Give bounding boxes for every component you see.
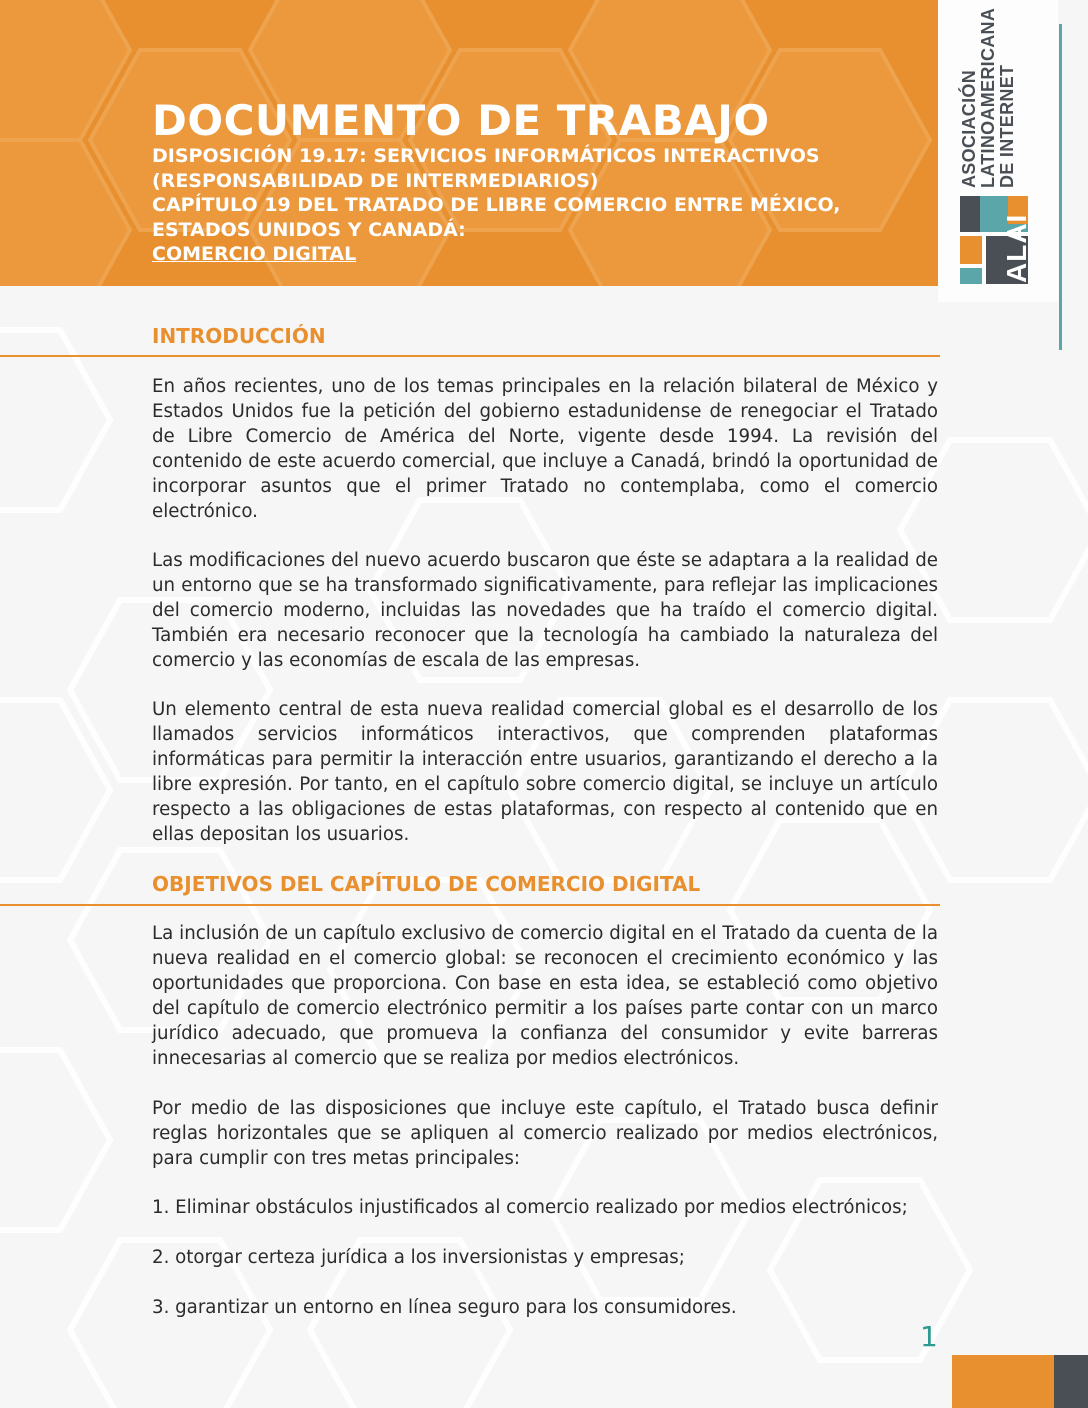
logo-square-gray-small	[960, 196, 980, 232]
list-item: 2. otorgar certeza jurídica a los inversionistas y empresas;	[152, 1247, 685, 1268]
document-title: DOCUMENTO DE TRABAJO	[152, 96, 770, 145]
list-item: 1. Eliminar obstáculos injustificados al comercio realizado por medios electrónicos;	[152, 1197, 908, 1218]
header-banner	[0, 0, 938, 286]
section-heading-objetivos: OBJETIVOS DEL CAPÍTULO DE COMERCIO DIGITAL	[152, 872, 701, 896]
logo-square-teal-small	[960, 268, 982, 284]
list-item: 3. garantizar un entorno en línea seguro para los consumidores.	[152, 1297, 737, 1318]
subtitle-line: DISPOSICIÓN 19.17: SERVICIOS INFORMÁTICOS INTERACTIVOS	[152, 145, 820, 167]
organization-name-line: LATINOAMERICANA	[978, 7, 998, 188]
logo-square-orange	[960, 236, 982, 264]
paragraph: Un elemento central de esta nueva realidad comercial global es el desarrollo de los llamados servicios informáticos interactivos, que comprenden plataformas informáticas para permitir la interacción entre usuarios, garantizando el derecho a la libre expresión. Por tanto, en el capítulo sobre comercio digital, se incluye un artículo respecto a las obligaciones de estas plataformas, con respecto al contenido que en ellas depositan los usuarios.	[152, 699, 938, 845]
accent-vertical-line	[1059, 24, 1062, 350]
logo-acronym: ALAI	[1001, 213, 1032, 283]
subtitle-line: CAPÍTULO 19 DEL TRATADO DE LIBRE COMERCIO ENTRE MÉXICO,	[152, 194, 841, 216]
subtitle-line: (RESPONSABILIDAD DE INTERMEDIARIOS)	[152, 169, 599, 192]
footer-orange-block	[952, 1355, 1054, 1408]
footer-gray-block	[1054, 1355, 1088, 1408]
section-divider	[0, 904, 940, 906]
organization-name-line: DE INTERNET	[997, 64, 1017, 188]
subtitle-line: ESTADOS UNIDOS Y CANADÁ:	[152, 218, 466, 241]
section-divider	[0, 355, 940, 357]
document-subtitle	[152, 144, 841, 267]
paragraph: Por medio de las disposiciones que incluye este capítulo, el Tratado busca definir reglas horizontales que se apliquen al comercio realizado por medios electrónicos, para cumplir con tres metas principales:	[152, 1098, 938, 1169]
paragraph: Las modificaciones del nuevo acuerdo buscaron que éste se adaptara a la realidad de un entorno que se ha transformado significativamente, para reflejar las implicaciones del comercio moderno, incluidas las novedades que ha traído el comercio digital. También era necesario reconocer que la tecnología ha cambiado la naturaleza del comercio y las economías de escala de las empresas.	[152, 550, 938, 671]
section-heading-introduccion: INTRODUCCIÓN	[152, 324, 326, 348]
organization-name-line: ASOCIACIÓN	[959, 69, 979, 188]
paragraph: La inclusión de un capítulo exclusivo de comercio digital en el Tratado da cuenta de la nueva realidad en el comercio global: se reconocen el crecimiento económico y las oportunidades que proporciona. Con base en esta idea, se estableció como objetivo del capítulo de comercio electrónico permitir a los países parte contar con un marco jurídico adecuado, que promueva la confianza del consumidor y evite barreras innecesarias al comercio que se realiza por medios electrónicos.	[152, 923, 938, 1069]
organization-name	[959, 7, 1017, 188]
paragraph: En años recientes, uno de los temas principales en la relación bilateral de México y Estados Unidos fue la petición del gobierno estadunidense de renegociar el Tratado de Libre Comercio de América del Norte, vigente desde 1994. La revisión del contenido de este acuerdo comercial, que incluye a Canadá, brindó la oportunidad de incorporar asuntos que el primer Tratado no contemplaba, como el comercio electrónico.	[152, 376, 938, 522]
page-number: 1	[920, 1320, 938, 1353]
subtitle-line-underlined: COMERCIO DIGITAL	[152, 243, 357, 265]
